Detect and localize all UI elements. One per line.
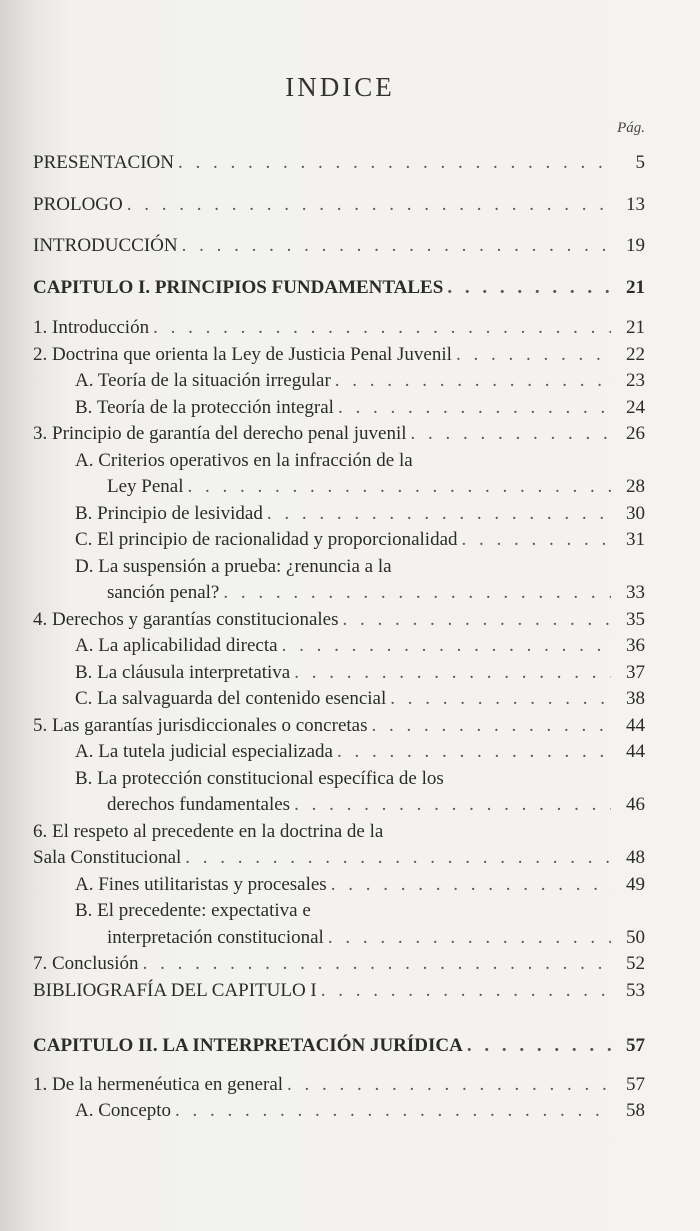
toc-entry-text: derechos fundamentales <box>107 794 291 815</box>
page-title: INDICE <box>285 72 395 102</box>
toc-entry-5b[interactable] <box>33 792 645 819</box>
toc-page-number: 21 <box>626 317 645 338</box>
toc-page-number: 21 <box>626 276 645 298</box>
toc-entry-text: interpretación constitucional <box>107 926 324 948</box>
toc-entry-4[interactable] <box>33 607 645 634</box>
toc-entry-text: 5. Las garantías jurisdiccionales o concretas <box>33 714 368 736</box>
toc-entry-text: PROLOGO <box>33 193 123 215</box>
toc-entry-text: A. Concepto <box>75 1100 172 1121</box>
table-of-contents <box>33 150 645 1125</box>
toc-page-number: 35 <box>626 608 645 630</box>
dot-leader <box>294 792 611 819</box>
toc-entry-3b[interactable] <box>33 501 645 528</box>
toc-entry-3c[interactable] <box>33 527 645 554</box>
toc-entry-2a[interactable] <box>33 368 645 395</box>
toc-entry-prologo[interactable] <box>33 192 645 219</box>
dot-leader <box>337 739 611 766</box>
toc-entry-2[interactable] <box>33 342 645 369</box>
toc-entry-6a[interactable] <box>33 872 645 899</box>
toc-entry-text: sanción penal? <box>107 582 220 603</box>
toc-page-number: 44 <box>626 714 645 736</box>
toc-entry-5b-line1[interactable]: B. La protección constitucional específica de los <box>75 767 444 789</box>
dot-leader <box>127 192 611 219</box>
toc-entry-text: A. La tutela judicial especializada <box>75 741 333 762</box>
toc-entry-4a[interactable] <box>33 633 645 660</box>
toc-entry-3a-line1[interactable]: A. Criterios operativos en la infracción de la <box>75 449 413 471</box>
toc-entry-text: B. Teoría de la protección integral <box>75 396 334 418</box>
toc-entry-text: 1. De la hermenéutica en general <box>33 1073 284 1095</box>
toc-page-number: 28 <box>626 476 645 497</box>
dot-leader <box>456 342 611 369</box>
toc-entry-5[interactable] <box>33 713 645 740</box>
toc-entry-text: 3. Principio de garantía del derecho penal juvenil <box>33 423 407 444</box>
toc-entry-5a[interactable] <box>33 739 645 766</box>
dot-leader <box>411 421 611 448</box>
dot-leader <box>267 501 611 528</box>
dot-leader <box>182 233 611 260</box>
toc-page-number: 30 <box>626 502 645 524</box>
toc-page-number: 19 <box>626 235 645 256</box>
toc-entry-text: PRESENTACION <box>33 152 174 173</box>
toc-page-number: 38 <box>626 688 645 709</box>
toc-page-number: 37 <box>626 661 645 683</box>
toc-page-number: 31 <box>626 529 645 550</box>
toc-page-number: 50 <box>626 926 645 948</box>
toc-chapter-1[interactable] <box>33 275 645 302</box>
toc-page-number: 22 <box>626 343 645 365</box>
toc-page-number: 44 <box>626 741 645 762</box>
toc-page-number: 46 <box>626 794 645 815</box>
dot-leader <box>188 474 611 501</box>
toc-entry-text: A. Fines utilitaristas y procesales <box>75 873 327 895</box>
page-column-label: Pág. <box>617 120 645 136</box>
toc-page-number: 5 <box>635 152 645 173</box>
dot-leader <box>467 1033 611 1060</box>
toc-page-number: 33 <box>626 582 645 603</box>
toc-entry-text: Ley Penal <box>107 476 184 497</box>
dot-leader <box>282 633 611 660</box>
toc-page-number: 57 <box>626 1073 645 1095</box>
toc-entry-2b[interactable] <box>33 395 645 422</box>
toc-entry-text: B. La cláusula interpretativa <box>75 661 291 683</box>
dot-leader <box>338 395 611 422</box>
toc-entry-presentacion[interactable] <box>33 150 645 177</box>
toc-entry-7[interactable] <box>33 951 645 978</box>
dot-leader <box>342 607 611 634</box>
toc-entry-c2-1[interactable] <box>33 1072 645 1099</box>
toc-entry-text: B. Principio de lesividad <box>75 502 263 524</box>
toc-entry-text: Sala Constitucional <box>33 847 182 868</box>
dot-leader <box>328 925 611 952</box>
toc-entry-text: CAPITULO I. PRINCIPIOS FUNDAMENTALES <box>33 276 444 298</box>
toc-entry-text: 1. Introducción <box>33 317 150 338</box>
toc-entry-3[interactable] <box>33 421 645 448</box>
toc-page-number: 52 <box>626 953 645 974</box>
toc-entry-text: 2. Doctrina que orienta la Ley de Justicia Penal Juvenil <box>33 343 452 365</box>
toc-page-number: 13 <box>626 193 645 215</box>
toc-page-number: 49 <box>626 873 645 895</box>
toc-page-number: 26 <box>626 423 645 444</box>
toc-page-number: 48 <box>626 847 645 868</box>
dot-leader <box>331 872 611 899</box>
dot-leader <box>462 527 611 554</box>
dot-leader <box>390 686 611 713</box>
dot-leader <box>335 368 611 395</box>
dot-leader <box>447 275 611 302</box>
toc-page-number: 24 <box>626 396 645 418</box>
toc-entry-text: BIBLIOGRAFÍA DEL CAPITULO I <box>33 979 317 1001</box>
toc-entry-3d-line1[interactable]: D. La suspensión a prueba: ¿renuncia a la <box>75 555 392 577</box>
toc-entry-6[interactable] <box>33 845 645 872</box>
toc-entry-introduccion[interactable] <box>33 233 645 260</box>
toc-entry-text: C. El principio de racionalidad y proporcionalidad <box>75 529 458 550</box>
dot-leader <box>294 660 611 687</box>
toc-page-number: 23 <box>626 370 645 391</box>
toc-entry-text: A. La aplicabilidad directa <box>75 635 278 656</box>
dot-leader <box>143 951 611 978</box>
dot-leader <box>287 1072 611 1099</box>
toc-entry-bibliografia[interactable] <box>33 978 645 1005</box>
dot-leader <box>178 150 611 177</box>
dot-leader <box>175 1098 611 1125</box>
toc-entry-3a[interactable] <box>33 474 645 501</box>
toc-entry-text: A. Teoría de la situación irregular <box>75 370 331 391</box>
toc-entry-text: C. La salvaguarda del contenido esencial <box>75 688 387 709</box>
toc-entry-text: 4. Derechos y garantías constitucionales <box>33 608 339 630</box>
toc-chapter-2[interactable] <box>33 1033 645 1060</box>
toc-entry-text: CAPITULO II. LA INTERPRETACIÓN JURÍDICA <box>33 1035 463 1056</box>
toc-entry-6-line1[interactable]: 6. El respeto al precedente en la doctrina de la <box>33 820 384 842</box>
toc-entry-1[interactable] <box>33 315 645 342</box>
toc-entry-4c[interactable] <box>33 686 645 713</box>
toc-entry-4b[interactable] <box>33 660 645 687</box>
toc-entry-text: INTRODUCCIÓN <box>33 235 178 256</box>
toc-page-number: 58 <box>626 1100 645 1121</box>
dot-leader <box>223 580 611 607</box>
toc-entry-text: 7. Conclusión <box>33 953 139 974</box>
dot-leader <box>153 315 611 342</box>
dot-leader <box>321 978 611 1005</box>
toc-page-number: 53 <box>626 979 645 1001</box>
dot-leader <box>372 713 612 740</box>
toc-entry-3d[interactable] <box>33 580 645 607</box>
dot-leader <box>185 845 611 872</box>
toc-page-number: 36 <box>626 635 645 656</box>
toc-entry-6b[interactable] <box>33 925 645 952</box>
toc-entry-6b-line1[interactable]: B. El precedente: expectativa e <box>75 900 311 921</box>
toc-page-number: 57 <box>626 1035 645 1056</box>
toc-entry-c2-1a[interactable] <box>33 1098 645 1125</box>
